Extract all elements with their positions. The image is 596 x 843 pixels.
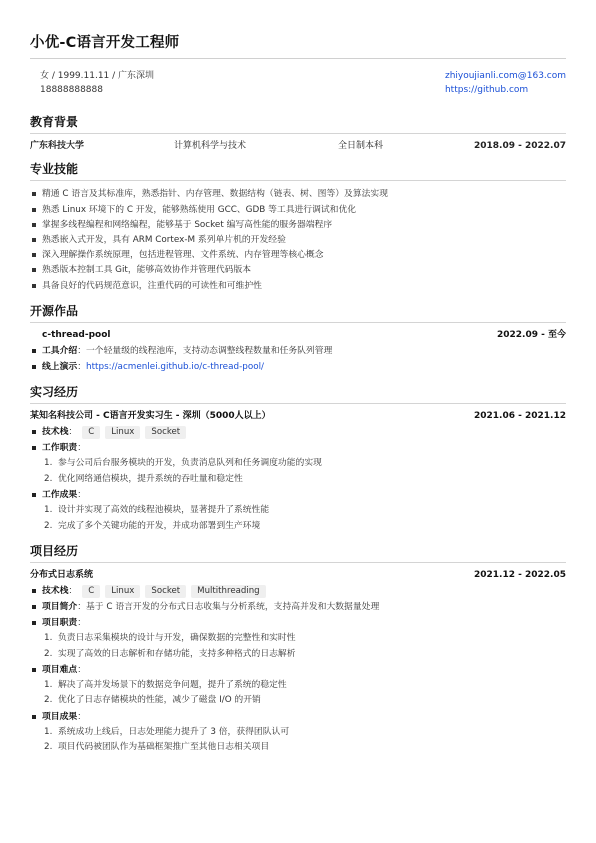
education-row — [30, 141, 566, 152]
skill-item: 掌握多线程编程和网络编程，能够基于 Socket 编写高性能的服务器端程序 — [30, 218, 566, 233]
demo-sep: ： — [77, 362, 87, 373]
email-link[interactable]: zhiyoujianli.com@163.com — [444, 71, 566, 82]
result-item: 1. 系统成功上线后，日志处理能力提升了 3 倍，获得团队认可 — [44, 726, 290, 737]
skills-list — [30, 187, 566, 293]
demo-link[interactable]: https://acmenlei.github.io/c-thread-pool/ — [86, 362, 265, 373]
stack-sep: ： — [68, 586, 78, 597]
duty-sep: ： — [77, 443, 87, 454]
project-stack — [30, 583, 566, 599]
result-item: 2. 项目代码被团队作为基础框架推广至其他日志相关项目 — [44, 742, 270, 753]
demo-label: 线上演示 — [42, 362, 78, 373]
opensource-head — [30, 330, 566, 341]
project-intro-text: ：基于 C 语言开发的分布式日志收集与分析系统，支持高并发和大数据量处理 — [77, 602, 380, 613]
school-name: 广东科技大学 — [30, 141, 85, 152]
tech-tag: Socket — [145, 585, 186, 598]
project-name: 分布式日志系统 — [30, 569, 94, 580]
project-head — [30, 570, 566, 581]
duty-label: 工作职责 — [42, 443, 78, 454]
opensource-date: 2022.09 - 至今 — [497, 329, 566, 340]
tech-tag: C — [82, 585, 100, 598]
project-intro-label: 项目简介 — [42, 602, 78, 613]
project-results — [30, 725, 566, 756]
opensource-intro — [30, 343, 566, 359]
difficulty-item: 1. 解决了高并发场景下的数据竞争问题，提升了系统的稳定性 — [44, 679, 287, 690]
tech-tag: Socket — [145, 426, 186, 439]
education-date: 2018.09 - 2022.07 — [474, 141, 566, 152]
internship-results — [30, 503, 566, 534]
difficulty-label: 项目难点 — [42, 664, 78, 675]
project-duties — [30, 631, 566, 662]
project-duty-label: 项目职责 — [42, 618, 78, 629]
stack-label: 技术栈 — [42, 427, 69, 438]
project-duty-label-row — [30, 615, 566, 631]
skills-title: 专业技能 — [30, 162, 566, 181]
internship-stack — [30, 424, 566, 440]
skill-item: 熟悉 Linux 环境下的 C 开发，能够熟练使用 GCC、GDB 等工具进行调试和优化 — [30, 203, 566, 218]
intro-text: ：一个轻量级的线程池库，支持动态调整线程数量和任务队列管理 — [77, 346, 333, 357]
name-divider — [30, 58, 566, 59]
internship-duty-label-row — [30, 440, 566, 456]
project-duty-sep: ： — [77, 618, 87, 629]
major: 计算机科学与技术 — [174, 141, 247, 152]
skill-item: 具备良好的代码规范意识，注重代码的可读性和可维护性 — [30, 279, 566, 294]
skill-item: 精通 C 语言及其标准库，熟悉指针、内存管理、数据结构（链表、树、图等）及算法实现 — [30, 187, 566, 202]
basic-info: 女 / 1999.11.11 / 广东深圳 — [40, 71, 155, 82]
tech-tag: Linux — [105, 585, 140, 598]
education-section — [30, 115, 566, 152]
internship-duties — [30, 456, 566, 487]
projects-section — [30, 544, 566, 756]
internship-section — [30, 385, 566, 534]
opensource-section — [30, 304, 566, 375]
opensource-project-name: c-thread-pool — [42, 329, 111, 340]
stack-sep: ： — [68, 427, 78, 438]
result-item: 2. 完成了多个关键功能的开发，并成功部署到生产环境 — [44, 520, 261, 531]
skill-item: 熟悉嵌入式开发，具有 ARM Cortex-M 系列单片机的开发经验 — [30, 233, 566, 248]
intro-label: 工具介绍 — [42, 346, 78, 357]
project-date: 2021.12 - 2022.05 — [474, 569, 566, 580]
difficulty-sep: ： — [77, 664, 87, 675]
website-link[interactable]: https://github.com — [444, 85, 529, 96]
degree: 全日制本科 — [338, 141, 384, 152]
project-result-sep: ： — [77, 711, 87, 722]
contact-left — [40, 69, 154, 97]
project-intro — [30, 599, 566, 615]
tech-tag: C — [82, 426, 100, 439]
projects-title: 项目经历 — [30, 544, 566, 563]
project-difficulty-label-row — [30, 662, 566, 678]
skill-item: 深入理解操作系统原理，包括进程管理、文件系统、内存管理等核心概念 — [30, 248, 566, 263]
internship-title: 实习经历 — [30, 385, 566, 404]
opensource-title: 开源作品 — [30, 304, 566, 323]
result-label: 工作成果 — [42, 490, 78, 501]
skills-section — [30, 162, 566, 293]
project-result-label: 项目成果 — [42, 711, 78, 722]
contact-right — [445, 69, 566, 97]
phone-number: 18888888888 — [40, 85, 103, 96]
duty-item: 2. 优化网络通信模块，提升系统的吞吐量和稳定性 — [44, 473, 243, 484]
difficulty-item: 2. 优化了日志存储模块的性能，减少了磁盘 I/O 的开销 — [44, 695, 261, 706]
project-difficulties — [30, 678, 566, 709]
result-item: 1. 设计并实现了高效的线程池模块，显著提升了系统性能 — [44, 505, 270, 516]
project-result-label-row — [30, 709, 566, 725]
internship-heading: 某知名科技公司 - C语言开发实习生 - 深圳（5000人以上） — [30, 411, 271, 422]
internship-date: 2021.06 - 2021.12 — [474, 411, 566, 422]
skill-item: 熟悉版本控制工具 Git，能够高效协作并管理代码版本 — [30, 263, 566, 278]
contact-block — [30, 69, 566, 97]
duty-item: 1. 负责日志采集模块的设计与开发，确保数据的完整性和实时性 — [44, 633, 296, 644]
result-sep: ： — [77, 490, 87, 501]
opensource-demo — [30, 359, 566, 375]
education-title: 教育背景 — [30, 115, 566, 134]
candidate-name: 小优-C语言开发工程师 — [30, 35, 180, 51]
duty-item: 1. 参与公司后台服务模块的开发，负责消息队列和任务调度功能的实现 — [44, 458, 322, 469]
tech-tag: Linux — [105, 426, 140, 439]
tech-tag: Multithreading — [191, 585, 265, 598]
internship-result-label-row — [30, 487, 566, 503]
duty-item: 2. 实现了高效的日志解析和存储功能，支持多种格式的日志解析 — [44, 648, 296, 659]
stack-label: 技术栈 — [42, 586, 69, 597]
internship-head — [30, 411, 566, 422]
